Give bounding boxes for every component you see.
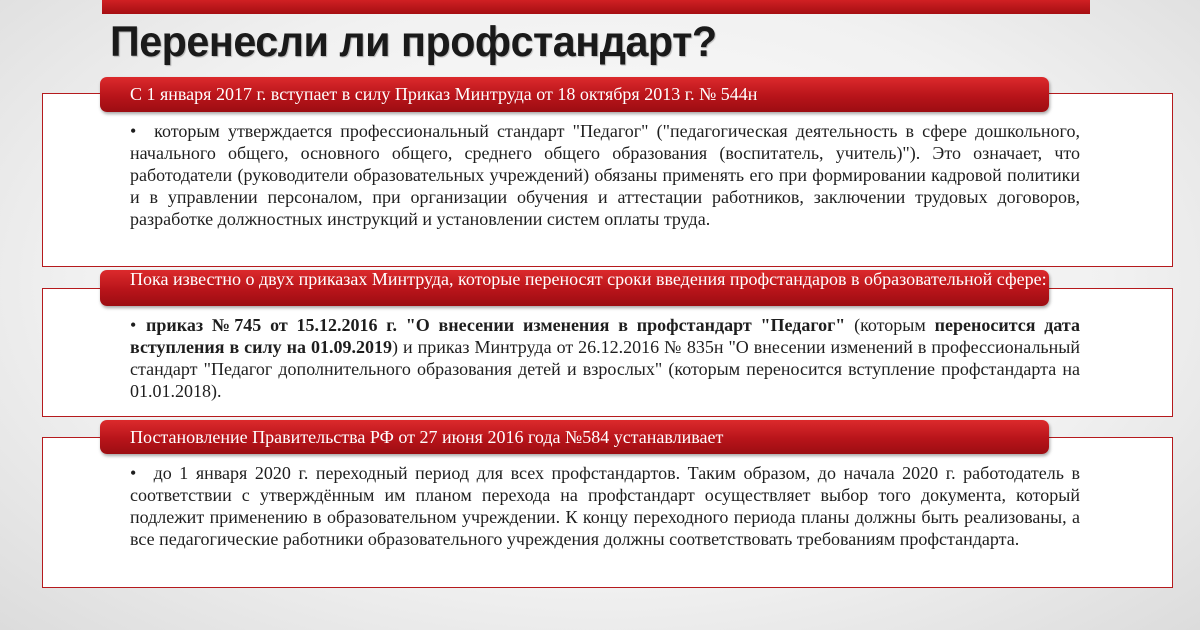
section2-header-text: Пока известно о двух приказах Минтруда, которые переносят сроки введения профстандаров в образовательной сфере: [130, 269, 1047, 289]
section3-header-text: Постановление Правительства РФ от 27 июня 2016 года №584 устанавливает [130, 427, 724, 447]
section2-header [100, 270, 1049, 306]
top-accent-bar [102, 0, 1090, 14]
section2-text-1: (которым [845, 315, 935, 335]
bullet-icon: • [130, 463, 137, 483]
bullet-icon: • [130, 315, 137, 335]
section2-bold-2: переносится дата вступления в силу на 01.09.2019 [130, 315, 1080, 357]
section3-text: до 1 января 2020 г. переходный период для всех профстандартов. Таким образом, до начала 2020 г. работодатель в соответствии с утверждённым им планом перехода на профстандарт осуществляет выбор того документа, который подлежит применению в образовательном учреждении. К концу переходного периода планы должны быть реализованы, а все педагогические работники образовательного учреждения должны соответствовать требованиям профстандарта. [130, 463, 1080, 549]
section3-header [100, 420, 1049, 454]
section1-header-text: С 1 января 2017 г. вступает в силу Приказ Минтруда от 18 октября 2013 г. № 544н [130, 84, 758, 104]
section1-text: которым утверждается профессиональный стандарт "Педагог" ("педагогическая деятельность в сфере дошкольного, начального общего, основного общего, среднего общего образования (воспитатель, учитель)"). Это означает, что работодатели (руководители образовательных учреждений) обязаны применять его при формировании кадровой политики и в управлении персоналом, при организации обучения и аттестации работников, заключении трудовых договоров, разработке должностных инструкций и установлении систем оплаты труда. [130, 121, 1080, 229]
section1-header [100, 77, 1049, 112]
section2-bold-1: приказ №745 от 15.12.2016 г. "О внесении изменения в профстандарт "Педагог" [146, 315, 846, 335]
section2-body [130, 314, 1080, 402]
slide-title: Перенесли ли профстандарт? [110, 18, 717, 66]
section3-body [130, 462, 1080, 550]
section1-body [130, 120, 1080, 230]
bullet-icon: • [130, 121, 137, 141]
section2-text-2: ) и приказ Минтруда от 26.12.2016 № 835н "О внесении изменений в профессиональный стандарт "Педагог дополнительного образования детей и взрослых" (которым переносится вступление профстандарта на 01.01.2018). [130, 337, 1081, 401]
